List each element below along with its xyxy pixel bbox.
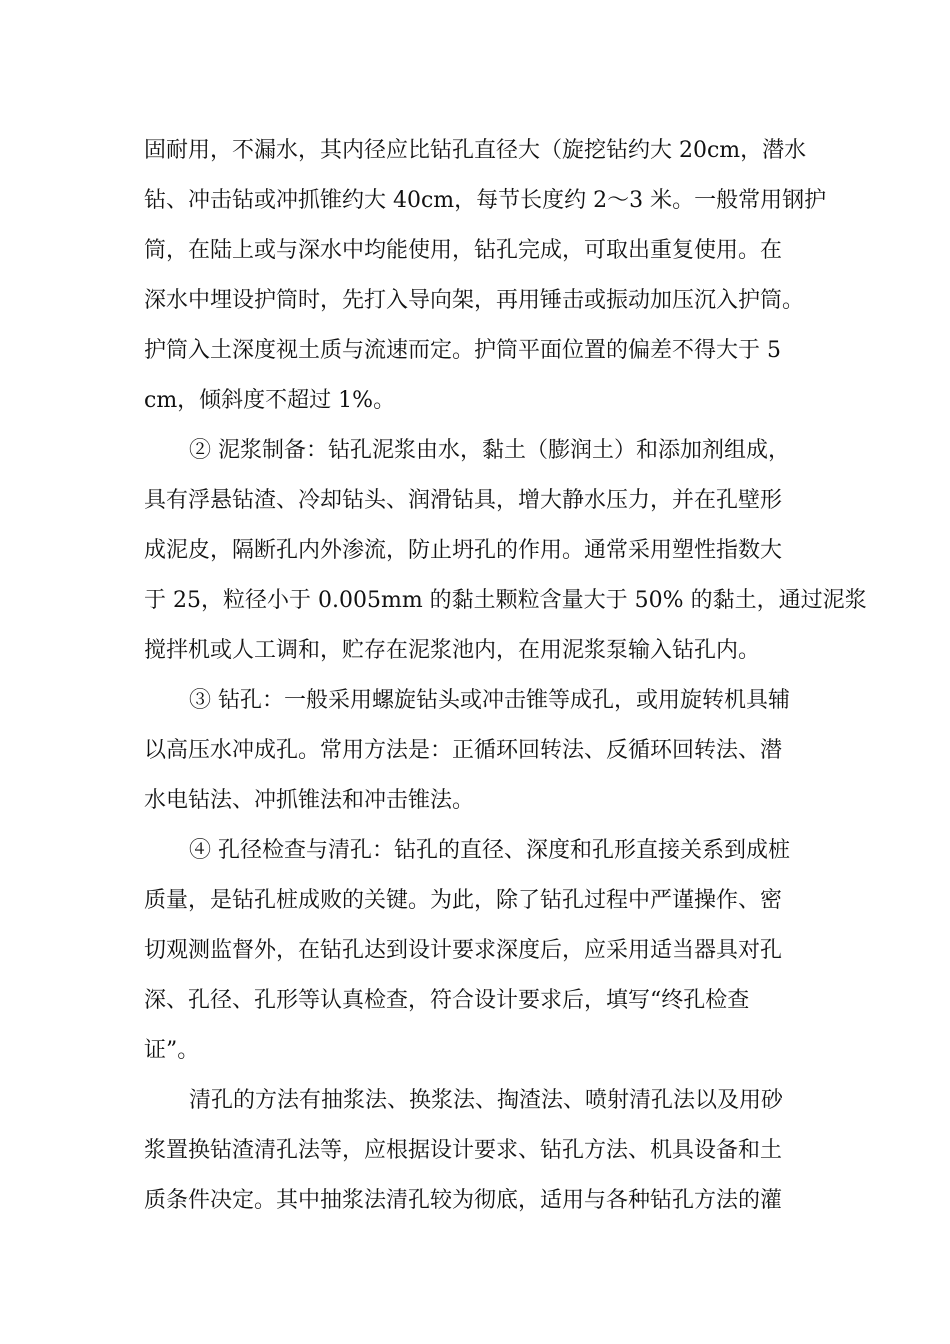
text-line: 固耐用，不漏水，其内径应比钻孔直径大（旋挖钻约大 20cm，潜水 [144, 138, 807, 163]
paragraph-first-line: ④ 孔径检查与清孔：钻孔的直径、深度和孔形直接关系到成桩 [189, 838, 790, 863]
text-line: cm，倾斜度不超过 1%。 [144, 388, 396, 413]
text-line: 钻、冲击钻或冲抓锥约大 40cm，每节长度约 2～3 米。一般常用钢护 [144, 188, 827, 213]
text-line: 水电钻法、冲抓锥法和冲击锥法。 [144, 788, 475, 813]
text-line: 质量，是钻孔桩成败的关键。为此，除了钻孔过程中严谨操作、密 [144, 888, 783, 913]
text-line: 于 25，粒径小于 0.005mm 的黏土颗粒含量大于 50% 的黏土，通过泥浆 [144, 588, 867, 613]
text-line: 具有浮悬钻渣、冷却钻头、润滑钻具，增大静水压力，并在孔壁形 [144, 488, 783, 513]
paragraph-first-line: ② 泥浆制备：钻孔泥浆由水，黏土（膨润土）和添加剂组成， [189, 438, 790, 463]
text-line: 切观测监督外，在钻孔达到设计要求深度后，应采用适当器具对孔 [144, 938, 783, 963]
paragraph-first-line: 清孔的方法有抽浆法、换浆法、掏渣法、喷射清孔法以及用砂 [189, 1088, 784, 1113]
text-line: 成泥皮，隔断孔内外渗流，防止坍孔的作用。通常采用塑性指数大 [144, 538, 783, 563]
text-line: 深水中埋设护筒时，先打入导向架，再用锤击或振动加压沉入护筒。 [144, 288, 805, 313]
text-line: 筒，在陆上或与深水中均能使用，钻孔完成，可取出重复使用。在 [144, 238, 783, 263]
text-line: 浆置换钻渣清孔法等，应根据设计要求、钻孔方法、机具设备和土 [144, 1138, 783, 1163]
text-line: 质条件决定。其中抽浆法清孔较为彻底，适用与各种钻孔方法的灌 [144, 1188, 783, 1213]
text-line: 搅拌机或人工调和，贮存在泥浆池内，在用泥浆泵输入钻孔内。 [144, 638, 761, 663]
text-line: 证”。 [144, 1038, 200, 1063]
text-line: 以高压水冲成孔。常用方法是：正循环回转法、反循环回转法、潜 [144, 738, 783, 763]
paragraph-first-line: ③ 钻孔：一般采用螺旋钻头或冲击锥等成孔，或用旋转机具辅 [189, 688, 790, 713]
text-line: 护筒入土深度视土质与流速而定。护筒平面位置的偏差不得大于 5 [144, 338, 781, 363]
text-line: 深、孔径、孔形等认真检查，符合设计要求后，填写“终孔检查 [144, 988, 750, 1013]
